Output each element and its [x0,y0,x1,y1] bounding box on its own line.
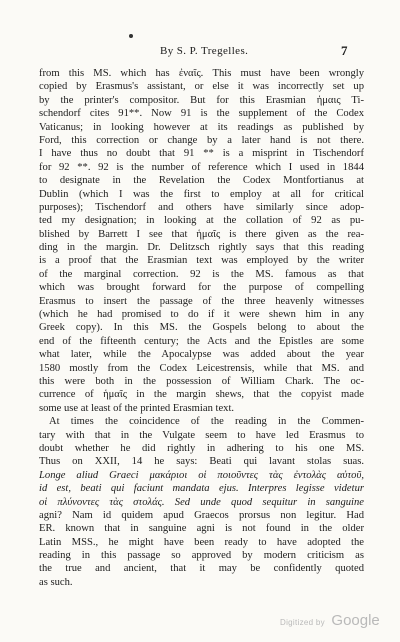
text-line: ted my designation; in looking at the collation of 92 as pu- [39,215,364,227]
text-line: Longe aliud Graeci μακάριοι οἱ ποιοῦντες τὰς ἐντολὰς αὐτοῦ, [39,469,364,481]
text-line: blished by Barrett I see that ἡμαῖς is there given as the rea- [39,228,364,240]
text-line: ding in the margin. Dr. Delitzsch rightly says that this reading [39,242,364,254]
text-line: from this MS. which has ἐναῖς. This must have been wrongly [39,68,364,79]
body-text [39,67,364,589]
text-line: agni? Nam id quidem apud Graecos prorsus non legitur. Had [39,509,364,521]
text-line: οἱ πλύνοντες τὰς στολάς. Sed unde quod sequitur in sanguine [39,496,364,508]
text-line: the true and ancient, that it may be confidently quoted [39,563,364,575]
text-line: Latin MSS., he might have been ready to have adopted the [39,536,364,548]
text-line: some use at least of the printed Erasmian text. [39,402,235,414]
text-line: copied by Erasmus's assistant, or else it was incorrectly set up [39,81,364,93]
text-line: of the marginal correction. 92 is the MS. famous as that [39,268,364,280]
text-line: by the printer's compositor. But for this Erasmian ἡμαις Ti- [39,94,364,106]
text-line: for 92 **. 92 is the number of reference which I used in 1844 [39,161,364,173]
text-line: currence of ἡμαῖς in the margin shews, that the copyist made [39,389,364,401]
text-line: Greek copy). In this MS. the Gospels belong to about the [39,322,364,334]
google-watermark [280,612,380,630]
page-number: 7 [341,43,348,58]
text-line: (which he had promised to do if it were shewn him in any [39,309,364,321]
text-line: reading in this passage so approved by modern criticism as [39,550,364,562]
ink-dot [129,34,133,38]
text-line: schendorf cites 91**. Now 91 is the supplement of the Codex [39,108,364,120]
page-header [0,45,400,61]
running-head: By S. P. Tregelles. [160,45,249,57]
text-line: Dublin (which I was the first to employ at all for critical [39,188,364,200]
text-line: as such. [39,576,73,588]
watermark-logo-text: Google [331,612,380,629]
text-line: tary with that in the Vulgate seem to have led Erasmus to [39,429,364,441]
text-line: Erasmus to insert the passage of the three heavenly witnesses [39,295,364,307]
text-line: end of the fifteenth century; the Acts and the Epistles are some [39,335,364,347]
text-line: Vaticanus; in looking however at its readings as published by [39,121,364,133]
text-line: this were both in the possession of William Chark. The oc- [39,375,364,387]
text-line: Ford, this correction or change by a later hand is not there. [39,134,364,146]
text-line: Thus on XXII, 14 he says: Beati qui lavant stolas suas. [39,456,364,468]
text-line: which was brought forward for the purpose of compelling [39,282,364,294]
text-line: 1580 mostly from the Codex Leicestrensis, while that MS. and [39,362,364,374]
text-line: At times the coincidence of the reading in the Commen- [49,416,364,428]
text-line: doubt whether he did rightly in adhering to his one MS. [39,442,364,454]
text-line: to designate in the Revelation the Codex Montfortianus at [39,175,364,187]
text-line: id est, beati qui faciunt mandata ejus. Interpres legisse videtur [39,483,364,495]
watermark-small-text: Digitized by [280,618,325,627]
text-line: ER. known that in sanguine agni is not found in the older [39,523,364,535]
text-line: is a proof that the Erasmian text was employed by the writer [39,255,364,267]
text-line: what later, while the Apocalypse was added about the year [39,349,364,361]
text-line: I have thus no doubt that 91 ** is a misprint in Tischendorf [39,148,364,160]
text-line: purposes); Tischendorf and others have similarly since adop- [39,201,364,213]
